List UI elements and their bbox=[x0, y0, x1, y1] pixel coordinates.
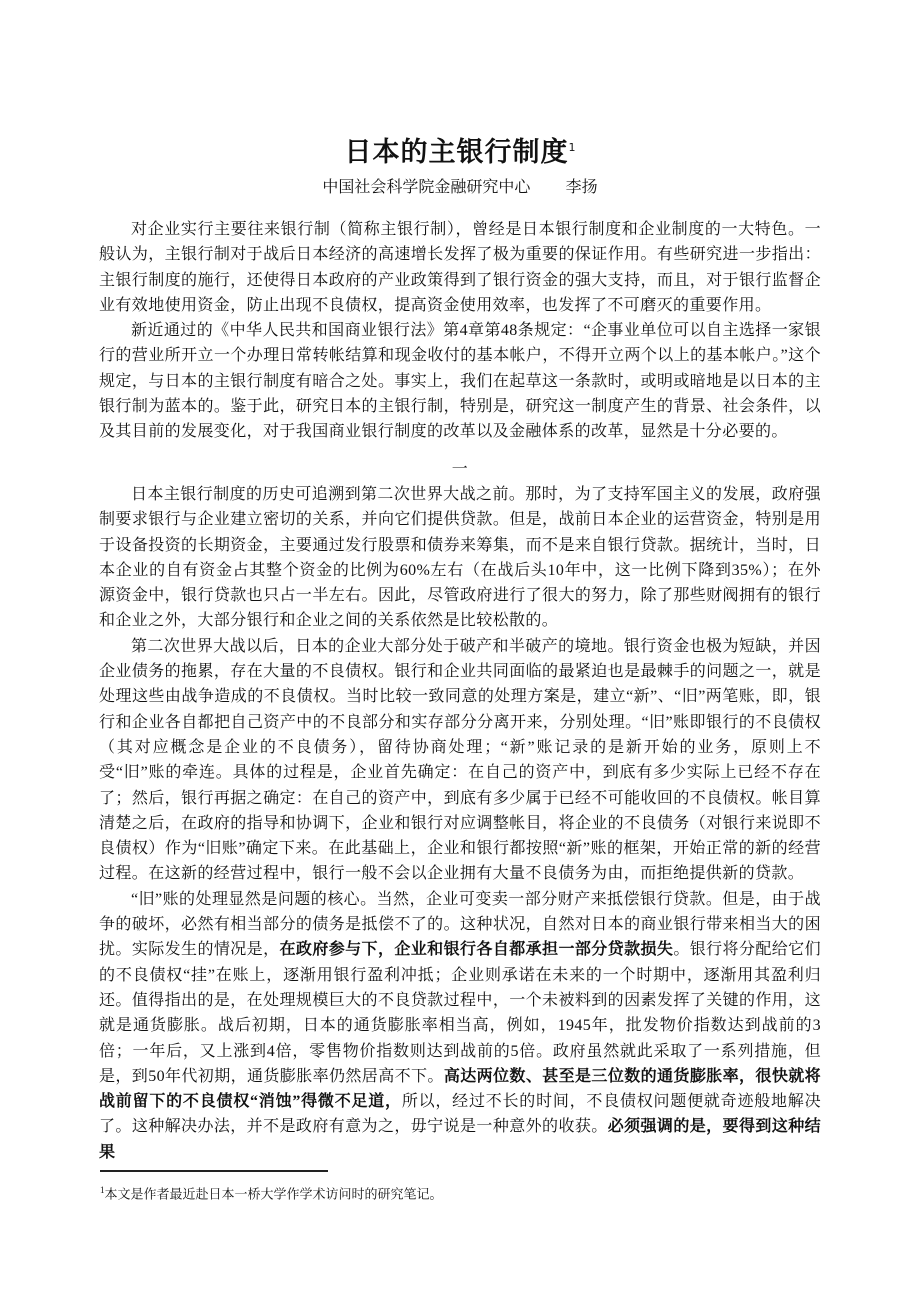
emphasis-text: 必须强调的是，要得到这种结果 bbox=[99, 1118, 821, 1161]
page-title bbox=[0, 130, 920, 169]
paragraph bbox=[99, 887, 821, 1165]
body-text: 第二次世界大战以后，日本的企业大部分处于破产和半破产的境地。银行资金也极为短缺，并因企业债务的拖累，存在大量的不良债权。银行和企业共同面临的最紧迫也是最棘手的问题之一，就是处理这些由战争造成的不良债权。当时比较一致同意的处理方案是，建立“新”、“旧”两笔账，即，银行和企业各自都把自己资产中的不良部分和实存部分分离开来，分别处理。“旧”账即银行的不良债权（其对应概念是企业的不良债务），留待协商处理；“新”账记录的是新开始的业务，原则上不受“旧”账的牵连。具体的过程是，企业首先确定：在自己的资产中，到底有多少实际上已经不存在了；然后，银行再据之确定：在自己的资产中，到底有多少属于已经不可能收回的不良债权。帐目算清楚之后，在政府的指导和协调下，企业和银行对应调整帐目，将企业的不良债务（对银行来说即不良债权）作为“旧账”确定下来。在此基础上，企业和银行都按照“新”账的框架，开始正常的新的经营过程。在这新的经营过程中，银行一般不会以企业拥有大量不良债务为由，而拒绝提供新的贷款。 bbox=[99, 637, 821, 883]
body-text: 新近通过的《中华人民共和国商业银行法》第4章第48条规定：“企事业单位可以自主选择一家银行的营业所开立一个办理日常转帐结算和现金收付的基本帐户，不得开立两个以上的基本帐户。”这个规定，与日本的主银行制度有暗合之处。事实上，我们在起草这一条款时，或明或暗地是以日本的主银行制为蓝本的。鉴于此，研究日本的主银行制，特别是，研究这一制度产生的背景、社会条件，以及其目前的发展变化，对于我国商业银行制度的改革以及金融体系的改革，显然是十分必要的。 bbox=[99, 322, 821, 441]
body-text: 一 bbox=[451, 460, 469, 478]
byline bbox=[0, 174, 920, 197]
body-text: “旧”账的处理显然是问题的核心。当然，企业可变卖一部分财产来抵偿银行贷款。但是，由于战争的破坏，必然有相当部分的债务是抵偿不了的。这种状况，自然对日本的商业银行带来相当大的困扰。实际发生的情况是， bbox=[99, 890, 821, 959]
body-text: 。银行将分配给它们的不良债权“挂”在账上，逐渐用银行盈利冲抵；企业则承诺在未来的一个时期中，逐渐用其盈利归还。值得指出的是，在处理规模巨大的不良贷款过程中，一个未被料到的因素发挥了关键的作用，这就是通货膨胀。战后初期，日本的通货膨胀率相当高，例如，1945年，批发物价指数达到战前的3倍；一年后，又上涨到4倍，零售物价指数则达到战前的5倍。政府虽然就此采取了一系列措施，但是，到50年代初期，通货膨胀率仍然居高不下。 bbox=[99, 941, 821, 1085]
body-text: 日本主银行制度的历史可追溯到第二次世界大战之前。那时，为了支持军国主义的发展，政府强制要求银行与企业建立密切的关系，并向它们提供贷款。但是，战前日本企业的运营资金，特别是用于设备投资的长期资金，主要通过发行股票和债券来筹集，而不是来自银行贷款。据统计，当时，日本企业的自有资金占其整个资金的比例为60%左右（在战后头10年中，这一比例下降到35%）；在外源资金中，银行贷款也只占一半左右。因此，尽管政府进行了很大的努力，除了那些财阀拥有的银行和企业之外，大部分银行和企业之间的关系依然是比较松散的。 bbox=[99, 485, 821, 630]
footnote-area bbox=[100, 1170, 822, 1203]
emphasis-text: 高达两位数、甚至是三位数的通货膨胀率，很快就将战前留下的不良债权“消蚀”得微不足道， bbox=[99, 1067, 822, 1111]
author-name: 李扬 bbox=[565, 179, 598, 196]
paragraph bbox=[99, 634, 821, 887]
author-affiliation: 中国社会科学院金融研究中心 bbox=[322, 179, 531, 196]
body-text: 所以，经过不长的时间，不良债权问题便就奇迹般地解决了。这种解决办法，并不是政府有意为之，毋宁说是一种意外的收获。 bbox=[99, 1093, 821, 1136]
section-marker bbox=[99, 457, 821, 482]
footnote bbox=[100, 1181, 822, 1203]
paragraph bbox=[99, 217, 821, 318]
paragraph bbox=[99, 318, 821, 444]
footnote-text: 本文是作者最近赴日本一桥大学作学术访问时的研究笔记。 bbox=[104, 1186, 443, 1202]
title-footnote-marker: 1 bbox=[568, 141, 576, 154]
paragraph bbox=[99, 482, 821, 634]
footnote-marker: 1 bbox=[100, 1185, 105, 1195]
body-text: 对企业实行主要往来银行制（简称主银行制），曾经是日本银行制度和企业制度的一大特色。一般认为，主银行制对于战后日本经济的高速增长发挥了极为重要的保证作用。有些研究进一步指出：主银行制度的施行，还使得日本政府的产业政策得到了银行资金的强大支持，而且，对于银行监督企业有效地使用资金，防止出现不良债权，提高资金使用效率，也发挥了不可磨灭的重要作用。 bbox=[99, 221, 821, 314]
document-body bbox=[99, 217, 821, 1165]
title-text: 日本的主银行制度 bbox=[344, 137, 569, 168]
emphasis-text: 在政府参与下，企业和银行各自都承担一部分贷款损失 bbox=[279, 941, 674, 959]
footnote-separator bbox=[100, 1170, 328, 1172]
